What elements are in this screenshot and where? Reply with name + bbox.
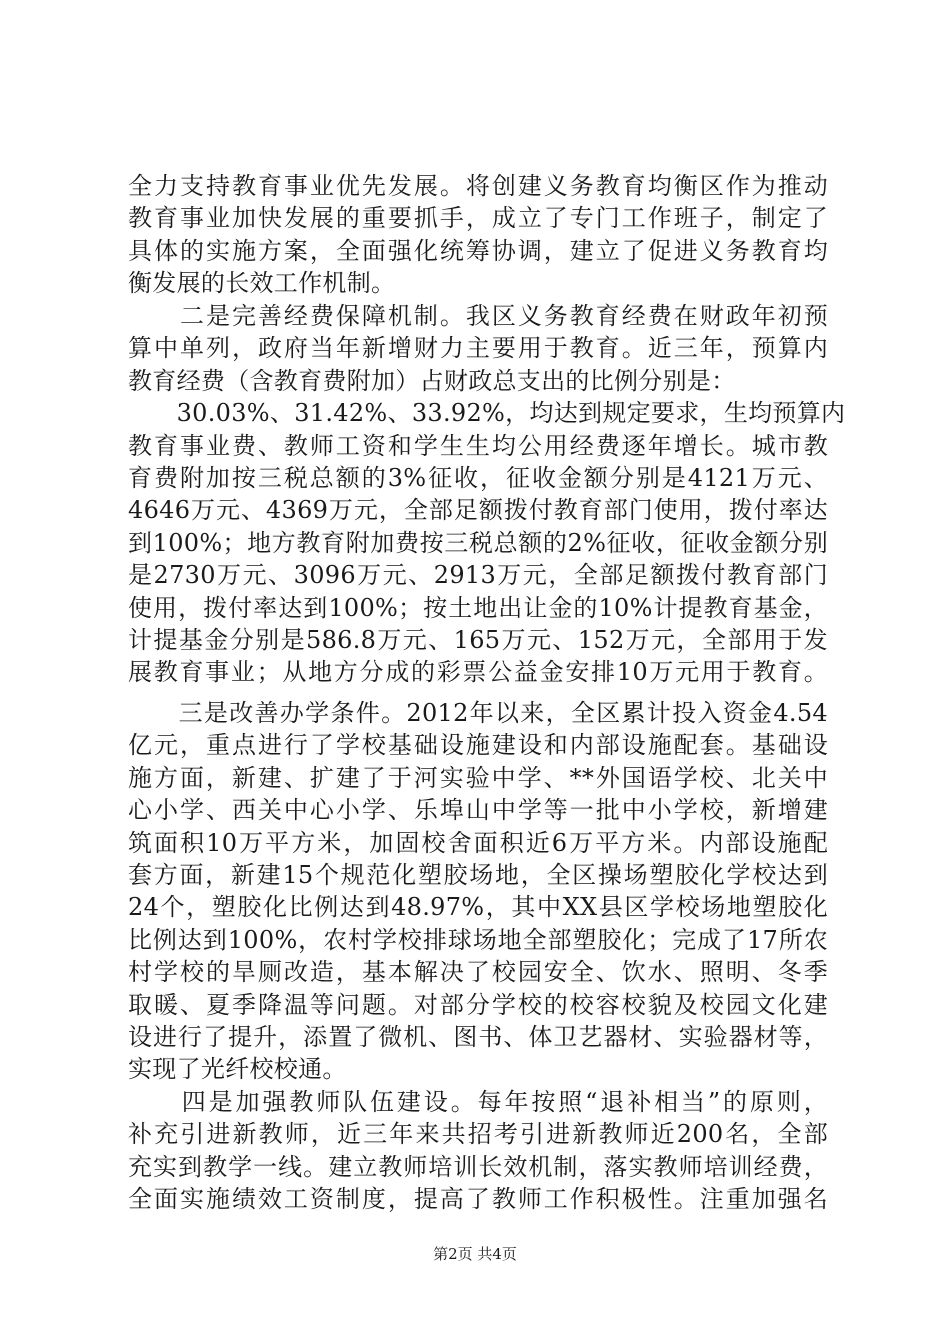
text-line: 亿元，重点进行了学校基础设施建设和内部设施配套。基础设 — [128, 731, 828, 760]
text-line: 全面实施绩效工资制度，提高了教师工作积极性。注重加强名 — [128, 1185, 828, 1214]
text-line: 30.03%、31.42%、33.92%，均达到规定要求，生均预算内 — [128, 399, 846, 428]
text-line: 到100%；地方教育附加费按三税总额的2%征收，征收金额分别 — [128, 528, 828, 557]
text-line: 三是改善办学条件。2012年以来，全区累计投入资金4.54 — [128, 699, 828, 727]
text-line: 村学校的旱厕改造，基本解决了校园安全、饮水、照明、冬季 — [128, 958, 828, 987]
text-line: 四是加强教师队伍建设。每年按照“退补相当”的原则， — [128, 1088, 828, 1116]
text-line: 是2730万元、3096万元、2913万元，全部足额拨付教育部门 — [128, 561, 828, 590]
text-line: 充实到教学一线。建立教师培训长效机制，落实教师培训经费， — [128, 1152, 828, 1181]
text-line: 计提基金分别是586.8万元、165万元、152万元，全部用于发 — [128, 625, 828, 654]
text-line: 比例达到100%，农村学校排球场地全部塑胶化；完成了17所农 — [128, 925, 828, 954]
text-line: 施方面，新建、扩建了于河实验中学、**外国语学校、北关中 — [128, 763, 828, 792]
text-line: 育费附加按三税总额的3%征收，征收金额分别是4121万元、 — [128, 463, 828, 492]
text-line: 算中单列，政府当年新增财力主要用于教育。近三年，预算内 — [128, 334, 828, 363]
text-line: 补充引进新教师，近三年来共招考引进新教师近200名，全部 — [128, 1120, 828, 1149]
text-line: 套方面，新建15个规范化塑胶场地，全区操场塑胶化学校达到 — [128, 860, 828, 889]
paragraph-conditions — [128, 697, 828, 1086]
page-number-footer: 第2页 共4页 — [433, 1245, 517, 1263]
text-line: 4646万元、4369万元，全部足额拨付教育部门使用，拨付率达 — [128, 496, 828, 525]
text-line: 教育事业加快发展的重要抓手，成立了专门工作班子，制定了 — [128, 204, 828, 233]
text-line: 展教育事业；从地方分成的彩票公益金安排10万元用于教育。 — [128, 658, 828, 687]
text-line: 教育事业费、教师工资和学生生均公用经费逐年增长。城市教 — [128, 431, 828, 460]
text-line: 实现了光纤校校通。 — [128, 1055, 347, 1084]
text-line: 全力支持教育事业优先发展。将创建义务教育均衡区作为推动 — [128, 172, 828, 200]
text-line: 取暖、夏季降温等问题。对部分学校的校容校貌及校园文化建 — [128, 990, 828, 1019]
paragraph-intro — [128, 170, 828, 300]
paragraph-funding — [128, 300, 846, 689]
text-line: 具体的实施方案，全面强化统筹协调，建立了促进义务教育均 — [128, 236, 828, 265]
text-line: 使用，拨付率达到100%；按土地出让金的10%计提教育基金， — [128, 593, 828, 622]
text-line: 筑面积10万平方米，加固校舍面积近6万平方米。内部设施配 — [128, 828, 828, 857]
text-line: 设进行了提升，添置了微机、图书、体卫艺器材、实验器材等， — [128, 1022, 828, 1051]
text-line: 二是完善经费保障机制。我区义务教育经费在财政年初预 — [128, 302, 828, 330]
text-line: 24个，塑胶化比例达到48.97%，其中XX县区学校场地塑胶化 — [128, 893, 828, 922]
text-line: 心小学、西关中心小学、乐埠山中学等一批中小学校，新增建 — [128, 796, 828, 825]
text-line: 教育经费（含教育费附加）占财政总支出的比例分别是： — [128, 366, 736, 395]
paragraph-teachers — [128, 1086, 828, 1216]
text-line: 衡发展的长效工作机制。 — [128, 269, 396, 298]
